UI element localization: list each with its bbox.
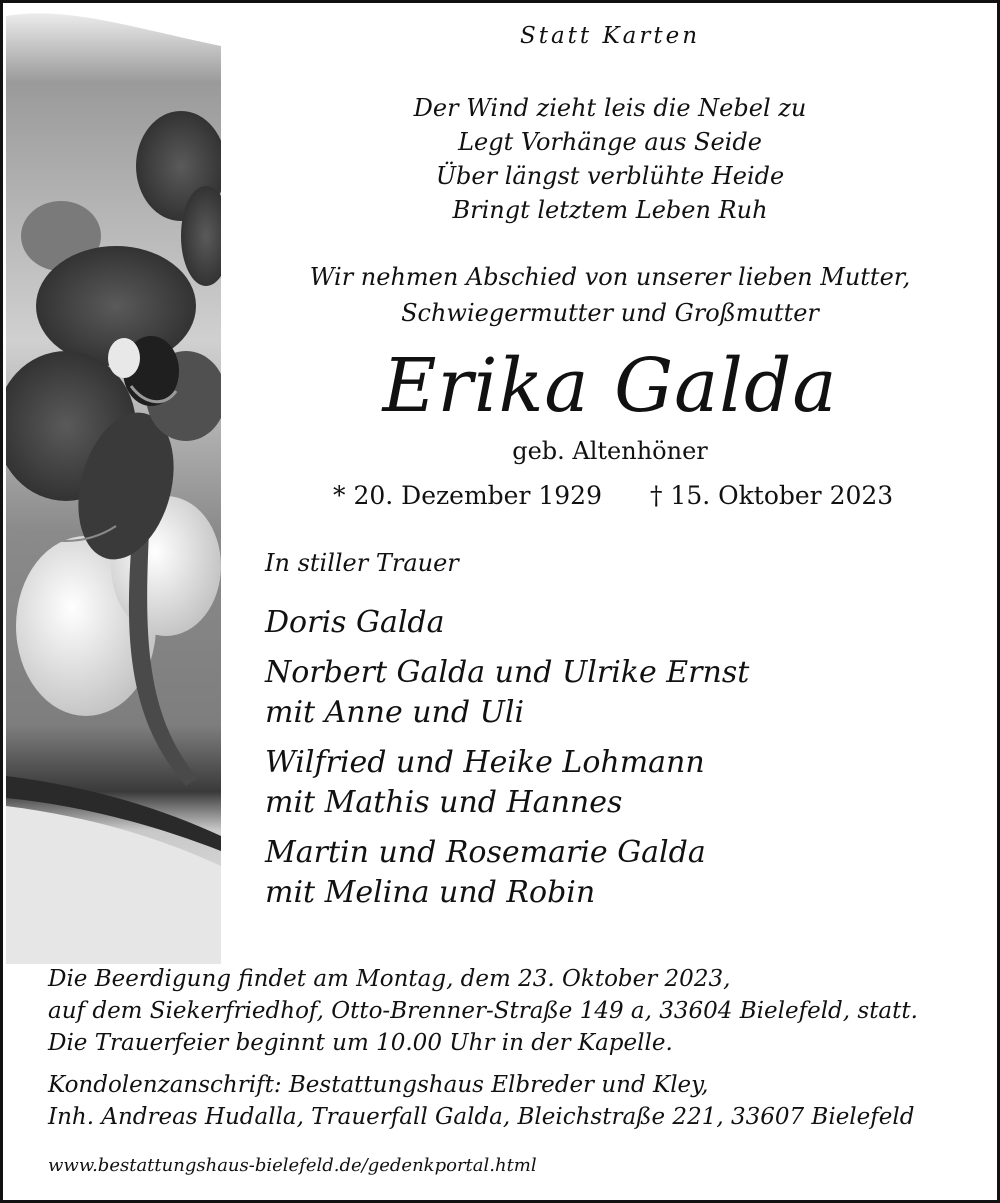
mourning-label: In stiller Trauer — [265, 549, 459, 577]
intro-line: Schwiegermutter und Großmutter — [401, 299, 819, 327]
funeral-line: Die Trauerfeier beginnt um 10.00 Uhr in der Kapelle. — [48, 1030, 673, 1056]
condolence-line: Inh. Andreas Hudalla, Trauerfall Galda, Bleichstraße 221, 33607 Bielefeld — [48, 1104, 915, 1130]
memorial-portal-url: www.bestattungshaus-bielefeld.de/gedenkportal.html — [48, 1155, 537, 1176]
birth-date: * 20. Dezember 1929 — [333, 481, 602, 510]
funeral-line: auf dem Siekerfriedhof, Otto-Brenner-Straße 149 a, 33604 Bielefeld, statt. — [48, 998, 918, 1024]
mourner-line: mit Melina und Robin — [265, 875, 596, 910]
maiden-name: geb. Altenhöner — [512, 437, 708, 465]
poem — [223, 91, 997, 227]
mourner-line: Martin und Rosemarie Galda — [265, 835, 706, 870]
deceased-name: Erika Galda — [382, 343, 838, 429]
mourner-line: Wilfried und Heike Lohmann — [265, 745, 705, 780]
poem-line: Der Wind zieht leis die Nebel zu — [413, 94, 807, 122]
funeral-details — [48, 963, 918, 1133]
condolence-line: Kondolenzanschrift: Bestattungshaus Elbreder und Kley, — [48, 1072, 709, 1098]
mourner-line: Doris Galda — [265, 605, 445, 640]
mourner-group — [265, 603, 749, 643]
poem-line: Legt Vorhänge aus Seide — [458, 128, 762, 156]
mourner-line: mit Anne und Uli — [265, 695, 525, 730]
mourner-line: mit Mathis und Hannes — [265, 785, 623, 820]
poem-line: Bringt letztem Leben Ruh — [452, 196, 768, 224]
life-dates — [333, 481, 893, 510]
condolence-address — [48, 1069, 918, 1133]
farewell-intro — [223, 259, 997, 331]
orchid-photo — [6, 6, 221, 964]
death-date: † 15. Oktober 2023 — [649, 481, 894, 510]
intro-line: Wir nehmen Abschied von unserer lieben Mutter, — [309, 263, 911, 291]
mourner-group — [265, 743, 749, 823]
poem-line: Über längst verblühte Heide — [435, 162, 785, 190]
mourner-group — [265, 833, 749, 913]
mourner-group — [265, 653, 749, 733]
mourner-line: Norbert Galda und Ulrike Ernst — [265, 655, 750, 690]
mourners-list — [265, 603, 749, 923]
header-statt-karten: Statt Karten — [519, 23, 701, 49]
funeral-line: Die Beerdigung findet am Montag, dem 23. Oktober 2023, — [48, 966, 731, 992]
